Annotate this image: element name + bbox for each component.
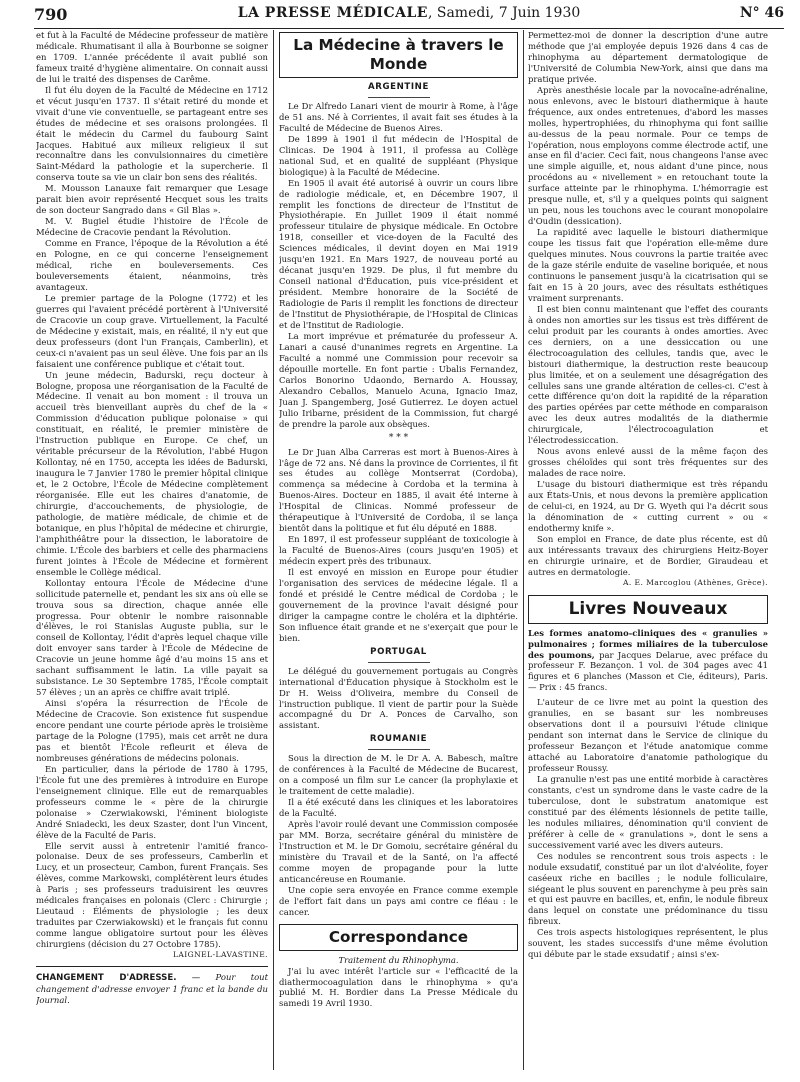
journal-name: LA PRESSE MÉDICALE [237,5,428,21]
column-right [528,30,768,1076]
column-middle [279,30,518,1076]
page-number: 790 [34,5,68,24]
paragraph: Il est envoyé en mission en Europe pour étudier l'organisation des services de médecine légale. Il a fondé et présidé le Centre médical de Cordoba ; le gouvernement de la province l'avait désigné pour diriger la campagne contre le choléra et la diphtérie. Son influence était grande et ne s'exerçait que pour le bien. [279,567,518,643]
paragraph: Après l'avoir roulé devant une Commission composée par MM. Borza, secrétaire général du ministère de l'Instruction et M. le Dr Gomoiu, secrétaire général du ministère du Travail et de la Santé, on l'a affecté comme moyen de propagande pour la lutte anticancéreuse en Roumanie. [279,819,518,884]
divider [368,97,430,98]
book-reference [528,628,768,694]
paragraph: Nous avons enlevé aussi de la même façon des grosses chéloïdes qui sont très fréquentes sur des malades de race noire. [528,446,768,479]
paragraph: Elle servit aussi à entretenir l'amitié franco-polonaise. Deux de ses professeurs, Camberlin et Lucy, et un prosecteur, Cambon, furent Français. Ses élèves, comme Markowski, complétèrent leurs études à Paris ; ses professeurs traduisirent les œuvres médicales françaises en polonais (Clerc : Chirurgie ; Lieutaud : Éléments de physiologie ; les deux traduites par Czerwiakowski) et le français fut connu comme langue obligatoire surtout pour les élèves chirurgiens (décision du 27 Octobre 1785). [36,840,268,950]
paragraph: M. V. Bugiel étudie l'histoire de l'École de Médecine de Cracovie pendant la Révolution. [36,216,268,238]
paragraph: La mort imprévue et prématurée du professeur A. Lanari a causé d'unanimes regrets en Argentine. La Faculté a nommé une Commission pour recevoir sa dépouille mortelle. En font partie : Ubalis Fernandez, Carlos Bonorino Udaondo, Bernardo A. Houssay, Alexandro Ceballos, Manuelo Acuna, Ignacio Imaz, Juan J. Spangemberg, José Gutierrez. Le doyen actuel Julio Iribarne, président de la Commission, fut chargé de prendre la parole aux obsèques. [279,330,518,429]
paragraph: Comme en France, l'époque de la Révolution a été en Pologne, en ce qui concerne l'enseignement médical, riche en bouleversements. Ces bouleversements étaient, néanmoins, très avantageux. [36,238,268,292]
author-signature: A. E. Marcoglou (Athènes, Grèce). [623,577,768,587]
paragraph: M. Mousson Lanauxe fait remarquer que Lesage parait bien avoir représenté Hecquet sous les traits de son docteur Sangrado dans « Gil Blas ». [36,183,268,216]
paragraph: et fut à la Faculté de Médecine professeur de matière médicale. Rhumatisant il alla à Bourbonne se soigner en 1709. L'année précédente il avait publié son fameux traité d'hygiène alimentaire. On connait aussi de lui le traité des dispenses de Carême. [36,30,268,84]
subheading-portugal: PORTUGAL [370,646,427,657]
paragraph: En 1897, il est professeur suppléant de toxicologie à la Faculté de Buenos-Aires (cours jusqu'en 1905) et médecin expert près des tribunaux. [279,534,518,567]
paragraph: Le Dr Juan Alba Carreras est mort à Buenos-Aires à l'âge de 72 ans. Né dans la province de Corrientes, il fit ses études au collège Montserrat (Cordoba), commença sa médecine à Cordoba et la termina à Buenos-Aires. Docteur en 1885, il avait été interne à l'Hospital de Clinicas. Nommé professeur de thérapeutique à l'Université de Cordoba, il se lança bientôt dans la politique et fut élu député en 1888. [279,446,518,534]
paragraph: Ainsi s'opéra la résurrection de l'École de Médecine de Cracovie. Son existence fut suspendue encore pendant une courte période après le troisième partage de la Pologne (1795), mais cet arrêt ne dura pas et bientôt l'École refleurit et éleva de nombreuses générations de médecins polonais. [36,698,268,763]
paragraph: Après anesthésie locale par la novocaïne-adrénaline, nous enlevons, avec le bistouri diathermique à haute fréquence, aux ondes entretenues, d'abord les masses molles, hypertrophiées, du rhinophyma qui font saillie au-dessus de la peau normale. Pour ce temps de l'opération, nous employons comme électrode actif, une anse en fil d'acier. Ceci fait, nous changeons l'anse avec une simple aiguille, et, nous aidant d'une pince, nous procédons au « nivellement » en retouchant toute la surface atteinte par le rhinophyma. L'hémorragie est presque nulle, et, s'il y a quelques points qui saignent un peu, nous les touchons avec le courant monopolaire d'Oudin (dessication). [528,84,768,227]
change-of-address-notice [36,966,268,1006]
paragraph: Un jeune médecin, Badurski, reçu docteur à Bologne, proposa une réorganisation de la Faculté de Médecine. Il venait au bon moment : il trouva un accueil très bienveillant auprès du chef de la « Commission d'éducation publique polonaise » qui constituait, en réalité, le premier ministère de l'Instruction publique en Europe. Ce chef, un véritable précurseur de la Révolution, l'abbé Hugon Kollontay, né en 1750, accepta les idées de Badurski, inaugura le 7 Janvier 1780 le premier hôpital clinique et, le 2 Octobre, l'École de Médecine complètement réorganisée. Elle eut les chaires d'anatomie, de chirurgie, d'accouchements, de physiologie, de pathologie, de matière médicale, de chimie et de botanique, en plus l'hôpital de médecine et chirurgie, l'amphithéâtre pour la dissection, le laboratoire de chimie. L'École des barbiers et celle des pharmaciens furent jointes à l'École de Médecine et formèrent ensemble le Collège médical. [36,369,268,577]
section-title-correspondance: Correspondance [279,924,518,951]
paragraph: La rapidité avec laquelle le bistouri diathermique coupe les tissus fait que l'opération elle-même dure quelques minutes. Nous couvrons la partie traitée avec de la gaze stérile enduite de vaseline boriquée, et nous continuons le pansement jusqu'à la cicatrisation qui se fait en 15 à 20 jours, avec des résultats esthétiques vraiment surprenants. [528,227,768,303]
paragraph: Il a été exécuté dans les cliniques et les laboratoires de la Faculté. [279,797,518,819]
paragraph: Il fut élu doyen de la Faculté de Médecine en 1712 et vécut jusqu'en 1737. Il s'était retiré du monde et vivait d'une vie conventuelle, se partageant entre ses études de médecine et ses oraisons prolongées. Il était le médecin du Carmel du faubourg Saint Jacques. Habitué aux milieux religieux il sut reconnaître dans les convulsionnaires du cimetière Saint-Médard la pathologie et la supercherie. Il conserva toute sa vie un clair bon sens des réalités. [36,84,268,183]
paragraph: L'usage du bistouri diathermique est très répandu aux États-Unis, et nous devons la première application de celui-ci, en 1924, au Dr G. Wyeth qui l'a décrit sous la dénomination de « cutting current » ou « endothermy knife ». [528,479,768,533]
section-separator: * * * [388,432,409,443]
book-details: par Jacques Delarue, avec préface du professeur F. Bezançon. 1 vol. de 304 pages avec 41 figures et 6 planches (Masson et Cie, éditeurs), Paris. — Prix : 45 francs. [528,649,768,693]
paragraph: Kollontay entoura l'École de Médecine d'une sollicitude paternelle et, pendant les six ans où elle se trouva sous sa direction, chaque année elle progressa. Pour obtenir le nombre raisonnable d'élèves, le roi Stanislas Auguste publia, sur le conseil de Kollontay, l'édit d'après lequel chaque ville doit envoyer sans tarder à l'École de Médecine de Cracovie un jeune homme âgé d'au moins 15 ans et sachant suffisamment le latin. La ville payait sa subsistance. Le 30 Septembre 1785, l'École comptait 57 élèves ; un an après ce chiffre avait triplé. [36,577,268,698]
paragraph: En particulier, dans la période de 1780 à 1795, l'École fut une des premières à introduire en Europe l'enseignement clinique. Elle eut de remarquables professeurs comme le « père de la chirurgie polonaise » Czerwiakowski, l'éminent biologiste André Sniadecki, les deux Szaster, dont l'un Vincent, élève de la Faculté de Paris. [36,763,268,840]
issue-number: N° 46 [739,5,784,21]
paragraph: L'auteur de ce livre met au point la question des granulies, en se basant sur les nombreuses observations dont il a poursuivi l'étude clinique pendant son internat dans le Service de clinique du professeur Bezançon et l'étude anatomique comme attaché au Laboratoire d'anatomie pathologique du professeur Roussy. [528,697,768,774]
divider [368,662,430,663]
paragraph: De 1899 à 1901 il fut médecin de l'Hospital de Clinicas. De 1904 à 1911, il professa au Collège national Sud, et en qualité de suppléant (Physique biologique) à la Faculté de Médecine. [279,133,518,177]
paragraph: J'ai lu avec intérêt l'article sur « l'efficacité de la diathermocoagulation dans le rhinophyma » qu'a publié M. H. Bordier dans La Presse Médicale du samedi 19 Avril 1930. [279,965,518,1009]
subheading-argentine: ARGENTINE [368,82,429,92]
paragraph: Le délégué du gouvernement portugais au Congrès international d'Éducation physique à Stockholm est le Dr H. Weiss d'Oliveira, membre du Conseil de l'instruction publique. Il vient de partir pour la Suède accompagné du Dr A. Ponces de Carvalho, son assistant. [279,665,518,731]
paragraph: En 1905 il avait été autorisé à ouvrir un cours libre de radiologie médicale, et, en Décembre 1907, il remplit les fonctions de directeur de l'Institut de Physiothérapie. En Juillet 1909 il était nommé professeur titulaire de physique médicale. En Octobre 1918, conseiller et vice-doyen de la Faculté des Sciences médicales, il devint doyen en Mai 1919 jusqu'en 1921. En Mars 1927, de nouveau porté au décanat jusqu'en 1929. De plus, il fut membre du Conseil national d'Éducation, puis vice-président et président. Membre honoraire de la Société de Radiologie de Paris il remplit les fonctions de directeur de l'Institut de Physiothérapie, de l'Hospital de Clinicas et de l'Institut de Radiologie. [279,177,518,331]
column-divider [523,30,524,1070]
column-divider [273,30,274,1070]
notice-text: — Pour tout changement d'adresse envoyer 1 franc et la bande du Journal. [36,972,268,1005]
article-subtitle: Traitement du Rhinophyma. [338,954,459,965]
paragraph: Il est bien connu maintenant que l'effet des courants à ondes non amorties sur les tissus est très différent de celui produit par les courants à ondes amorties. Avec ces derniers, on a une dessiccation ou une électrocoagulation des cellules, tandis que, avec le bistouri diathermique, la destruction reste beaucoup plus limitée, et on a seulement une désagrégation des cellules sans une grande altération de celles-ci. C'est à cette différence qu'on doit la rapidité de la réparation des parties opérées par cette méthode en comparaison avec les deux autres modalités de la diathermie chirurgicale, l'électrocoagulation et l'électrodessiccation. [528,303,768,446]
section-title-medecine-monde: La Médecine à travers le Monde [279,32,518,78]
paragraph: Ces nodules se rencontrent sous trois aspects : le nodule exsudatif, constitué par un ilot d'alvéolite, foyer caséeux riche en bacilles ; le nodule folliculaire, siégeant le plus souvent en parenchyme à peu près sain et qui est pauvre en bacilles, et, enfin, le nodule fibreux dans lequel on constate une prédominance du tissu fibreux. [528,850,768,927]
page-header [34,2,784,29]
book-title: Les formes anatomo-cliniques des « granulies » pulmonaires ; formes miliaires de la tuberculose des poumons, [528,627,768,660]
column-left [36,30,268,1076]
subheading-roumanie: ROUMANIE [369,734,428,745]
paragraph: Une copie sera envoyée en France comme exemple de l'effort fait dans un pays ami contre ce fléau : le cancer. [279,884,518,917]
paragraph: Le Dr Alfredo Lanari vient de mourir à Rome, à l'âge de 51 ans. Né à Corrientes, il avait fait ses études à la Faculté de Médecine de Buenos Aires. [279,100,518,133]
notice-label: CHANGEMENT D'ADRESSE. [36,973,177,984]
paragraph: La granulie n'est pas une entité morbide à caractères constants, c'est un syndrome dans le vaste cadre de la tuberculose, dont le substratum anatomique est constitué par des éléments lésionnels de petite taille, les nodules miliaires, dénomination qu'il convient de préférer à celle de « granulations », dont le sens a successivement varié avec les divers auteurs. [528,774,768,850]
masthead [34,5,784,21]
paragraph: Le premier partage de la Pologne (1772) et les guerres qui l'avaient précédé portèrent à l'Université de Cracovie un coup grave. Virtuellement, la Faculté de Médecine y existait, mais, en réalité, il n'y eut que deux professeurs (dont l'un Français, Camberlin), et ceux-ci n'avaient pas un seul élève. Une fois par an ils faisaient une conférence publique et c'était tout. [36,292,268,369]
section-title-livres-nouveaux: Livres Nouveaux [528,595,768,624]
paragraph: Son emploi en France, de date plus récente, est dû aux intéressants travaux des chirurgiens Heitz-Boyer en chirurgie urinaire, et de Bordier, Giraudeau et autres en dermatologie. [528,533,768,577]
issue-date: , Samedi, 7 Juin 1930 [427,5,581,21]
author-signature: LAIGNEL-LAVASTINE. [172,950,268,960]
paragraph: Ces trois aspects histologiques représentent, le plus souvent, les stades successifs d'une même évolution qui débute par le stade exsudatif ; ainsi s'ex- [528,927,768,960]
paragraph: Sous la direction de M. le Dr A. A. Babesch, maître de conférences à la Faculté de Médecine de Bucarest, on a composé un film sur Le cancer (la prophylaxie et le traitement de cette maladie). [279,753,518,797]
paragraph: Permettez-moi de donner la description d'une autre méthode que j'ai employée depuis 1926 dans 4 cas de rhinophyma au département dermatologique de l'Université de Columbia New-York, ainsi que dans ma pratique privée. [528,30,768,84]
divider [368,749,430,750]
